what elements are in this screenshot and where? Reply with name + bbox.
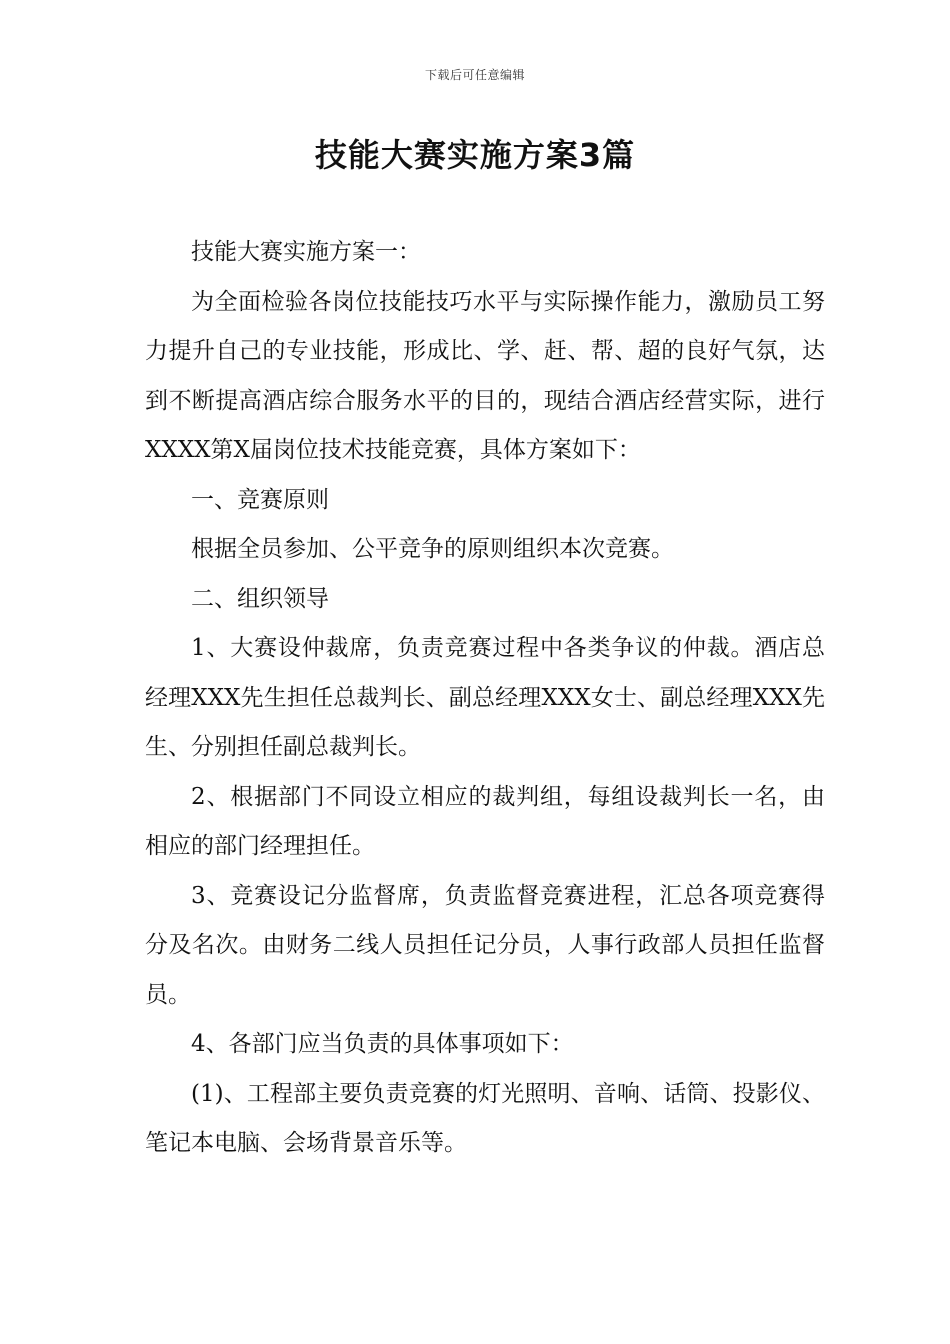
paragraph-subitem-1: (1)、工程部主要负责竞赛的灯光照明、音响、话筒、投影仪、笔记本电脑、会场背景音乐等。 xyxy=(145,1080,825,1156)
document-title: 技能大赛实施方案3篇 xyxy=(314,136,636,174)
paragraph-item-2: 2、根据部门不同设立相应的裁判组，每组设裁判长一名，由相应的部门经理担任。 xyxy=(145,783,825,859)
document-body xyxy=(145,228,825,1169)
paragraph-principle: 根据全员参加、公平竞争的原则组织本次竞赛。 xyxy=(191,536,674,562)
section-heading-principle: 一、竞赛原则 xyxy=(191,486,329,513)
paragraph-subtitle: 技能大赛实施方案一： xyxy=(191,239,421,265)
paragraph-item-3: 3、竞赛设记分监督席，负责监督竞赛进程，汇总各项竞赛得分及名次。由财务二线人员担任记分员，人事行政部人员担任监督员。 xyxy=(145,882,825,1008)
header-note: 下载后可任意编辑 xyxy=(424,68,525,82)
section-heading-leadership: 二、组织领导 xyxy=(191,585,329,612)
paragraph-item-4: 4、各部门应当负责的具体事项如下： xyxy=(191,1031,574,1057)
paragraph-intro: 为全面检验各岗位技能技巧水平与实际操作能力，激励员工努力提升自己的专业技能，形成比、学、赶、帮、超的良好气氛，达到不断提高酒店综合服务水平的目的，现结合酒店经营实际，进行XXXX第X届岗位技术技能竞赛，具体方案如下： xyxy=(145,288,825,463)
paragraph-item-1: 1、大赛设仲裁席，负责竞赛过程中各类争议的仲裁。酒店总经理XXX先生担任总裁判长、副总经理XXX女士、副总经理XXX先生、分别担任副总裁判长。 xyxy=(145,635,825,760)
